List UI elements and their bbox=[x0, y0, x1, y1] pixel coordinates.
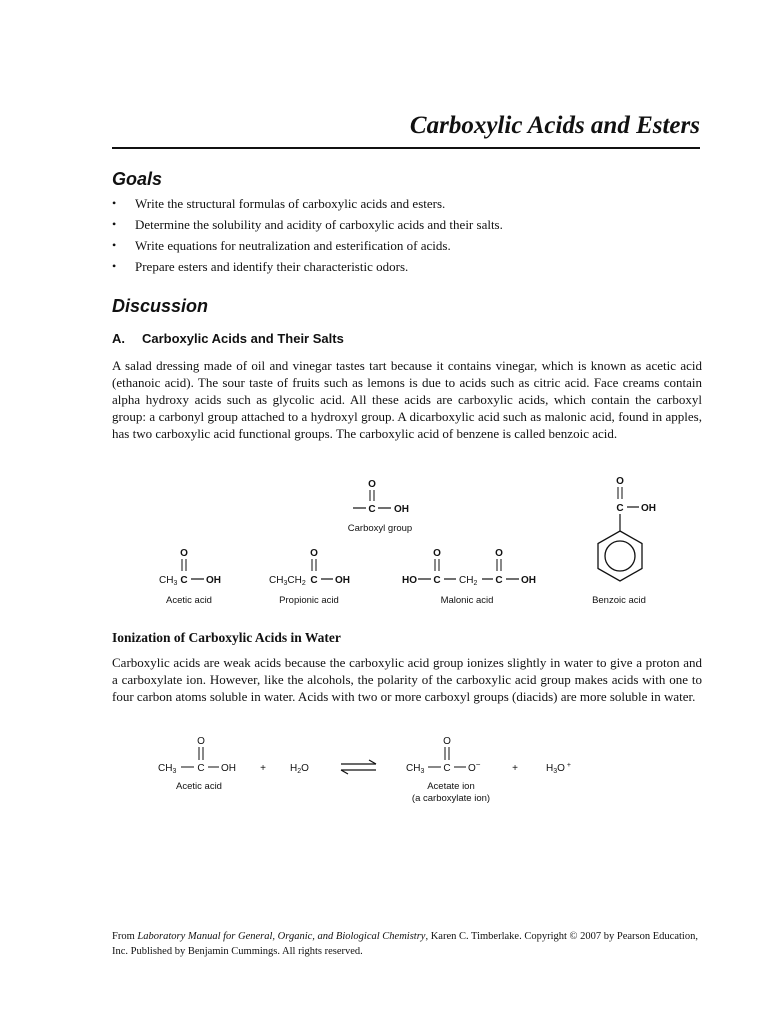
atom-c: C bbox=[368, 504, 376, 515]
svg-text:C: C bbox=[433, 575, 441, 586]
equation-acetic-label: Acetic acid bbox=[176, 781, 222, 792]
atom-o: O bbox=[368, 479, 376, 490]
svg-text:O: O bbox=[310, 548, 318, 559]
bullet-icon: • bbox=[112, 238, 117, 252]
equation-acetate-ion bbox=[406, 736, 490, 804]
svg-text:C: C bbox=[310, 575, 318, 586]
svg-text:O−: O− bbox=[468, 760, 481, 774]
svg-text:OH: OH bbox=[641, 503, 656, 514]
section-a-title: Carboxylic Acids and Their Salts bbox=[142, 331, 344, 346]
svg-text:O: O bbox=[616, 476, 624, 487]
goal-item: • Write the structural formulas of carboxylic acids and esters. bbox=[112, 193, 702, 214]
svg-text:OH: OH bbox=[335, 575, 350, 586]
svg-text:O: O bbox=[433, 548, 441, 559]
svg-text:CH3CH2: $CH_3CH_2$ bbox=[269, 575, 306, 587]
svg-text:O: O bbox=[443, 736, 451, 747]
acetate-label: Acetate ion bbox=[427, 781, 475, 792]
plus-sign: + bbox=[260, 763, 266, 774]
acetic-acid-label: Acetic acid bbox=[166, 595, 212, 606]
svg-text:CH3: $CH_3$ bbox=[158, 763, 177, 775]
svg-text:OH: OH bbox=[221, 763, 236, 774]
goal-item: • Prepare esters and identify their characteristic odors. bbox=[112, 256, 702, 277]
bullet-icon: • bbox=[112, 217, 117, 231]
copyright-footer: From Laboratory Manual for General, Organic, and Biological Chemistry, Karen C. Timberlake. Copyright © 2007 by Pearson Education, Inc. Published by Benjamin Cummings. All rights reserved. bbox=[112, 931, 698, 957]
goal-item: • Write equations for neutralization and esterification of acids. bbox=[112, 235, 702, 256]
group-oh: OH bbox=[394, 504, 409, 515]
bullet-icon: • bbox=[112, 259, 117, 273]
goal-item: • Determine the solubility and acidity of carboxylic acids and their salts. bbox=[112, 214, 702, 235]
svg-text:C: C bbox=[443, 763, 451, 774]
svg-text:CH3: $CH_3$ bbox=[159, 575, 178, 587]
svg-text:C: C bbox=[197, 763, 205, 774]
ionization-paragraph: Carboxylic acids are weak acids because the carboxylic acid group ionizes slightly in water to give a proton and a carboxylate ion. However, like the alcohols, the polarity of the carboxylic acid group makes acids with one to four carbon atoms soluble in water. Acids with two or more carboxyl groups (diacids) are more soluble in water. bbox=[112, 655, 702, 704]
svg-text:C: C bbox=[616, 503, 624, 514]
water-formula: $H_2O$ bbox=[290, 763, 309, 775]
ionization-heading: Ionization of Carboxylic Acids in Water bbox=[112, 630, 341, 645]
acetate-sublabel: (a carboxylate ion) bbox=[411, 793, 491, 804]
benzoic-acid-label: Benzoic acid bbox=[592, 595, 646, 606]
svg-text:O: O bbox=[495, 548, 503, 559]
svg-text:C: C bbox=[495, 575, 503, 586]
svg-text:CH2: $CH_2$ bbox=[459, 575, 478, 587]
equation-acetic-acid bbox=[158, 736, 236, 792]
page-title: Carboxylic Acids and Esters bbox=[409, 112, 700, 139]
discussion-heading: Discussion bbox=[112, 296, 209, 316]
svg-text:OH: OH bbox=[206, 575, 221, 586]
carboxyl-group-label: Carboxyl group bbox=[347, 523, 413, 534]
svg-text:HO: HO bbox=[402, 575, 417, 586]
propionic-acid-label: Propionic acid bbox=[279, 595, 339, 606]
hydronium-formula: $H_3O$ + bbox=[546, 762, 572, 775]
equilibrium-arrow-icon bbox=[341, 760, 376, 774]
svg-text:O: O bbox=[180, 548, 188, 559]
discussion-paragraph: A salad dressing made of oil and vinegar tastes tart because it contains vinegar, which is known as acetic acid (ethanoic acid). The sour taste of fruits such as lemons is due to acids such as citric acid. Face creams contain alpha hydroxy acids such as glycolic acid. All these acids are carboxylic acids, which contain the carboxyl group: a carbonyl group attached to a hydroxyl group. A dicarboxylic acid such as malonic acid, found in apples, has two carboxylic acid functional groups. The carboxylic acid of benzene is called benzoic acid. bbox=[112, 358, 702, 441]
bullet-icon: • bbox=[112, 196, 117, 210]
svg-text:OH: OH bbox=[521, 575, 536, 586]
svg-text:O: O bbox=[197, 736, 205, 747]
section-a-letter: A. bbox=[112, 331, 125, 346]
goals-heading: Goals bbox=[112, 169, 163, 189]
book-title: Laboratory Manual for General, Organic, and Biological Chemistry bbox=[137, 931, 426, 942]
plus-sign: + bbox=[512, 763, 518, 774]
svg-text:CH3: $CH_3$ bbox=[406, 763, 425, 775]
malonic-acid-label: Malonic acid bbox=[440, 595, 494, 606]
svg-text:C: C bbox=[180, 575, 188, 586]
